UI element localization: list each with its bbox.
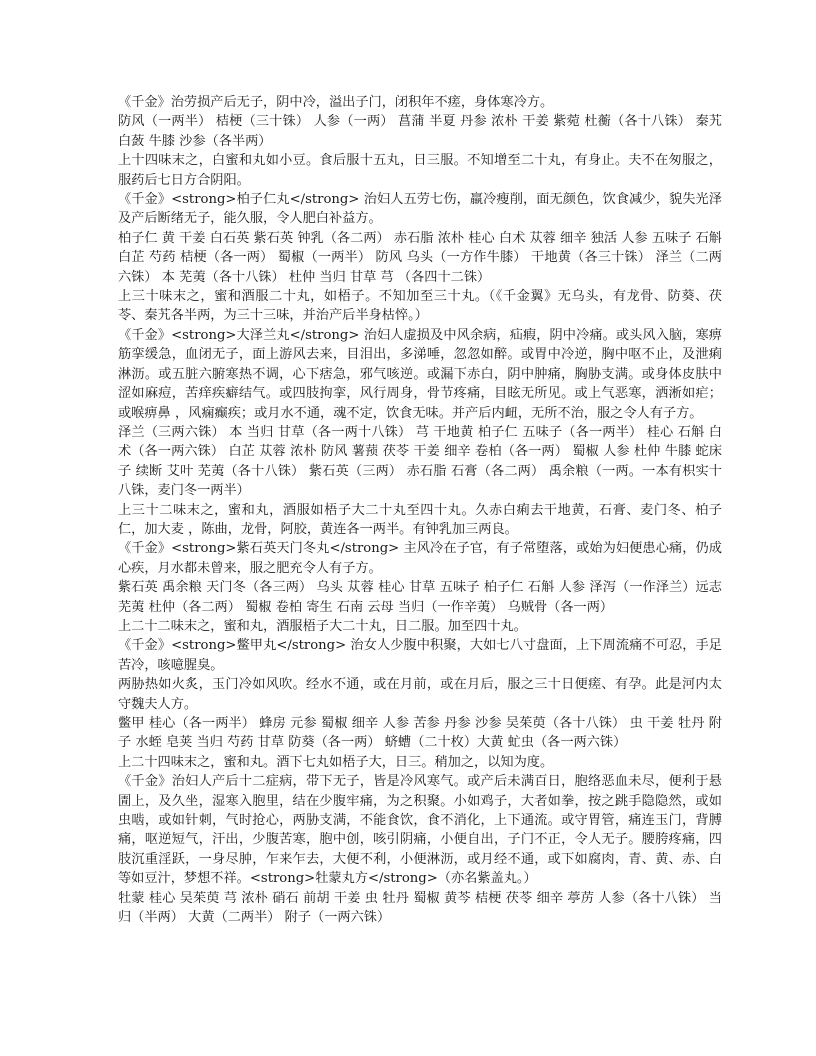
paragraph-instructions-twenty-four: 上二十四味末之，蜜和丸。酒下七丸如梧子大，日三。稍加之，以知为度。: [118, 754, 554, 770]
paragraph-ingredients-biejia: 鳖甲 桂心（各一两半） 蜂房 元参 蜀椒 细辛 人参 苦参 丹参 沙参 吴茱萸（各十八铢） 虫 干姜 牡丹 附子 水蛭 皂荚 当归 芍药 甘草 防葵（各一两） 蛴螬（二十枚）大黄 虻虫（各一两六铢）: [118, 716, 722, 751]
paragraph-instructions-thirty-two: 上三十二味末之，蜜和丸，酒服如梧子大二十丸至四十丸。久赤白痢去干地黄，石膏、麦门冬、柏子仁，加大麦 ，陈曲，龙骨，阿胶，黄连各一两半。有钟乳加三两良。: [118, 502, 722, 537]
paragraph-baiziren-pill-title: 《千金》<strong>柏子仁丸</strong> 治妇人五劳七伤，羸冷瘦削，面无颜色，饮食减少，貌失光泽及产后断绪无子，能久服，令人肥白补益方。: [118, 192, 722, 227]
paragraph-instructions-twenty-two: 上二十二味末之，蜜和丸，酒服梧子大二十丸，日二服。加至四十丸。: [118, 618, 527, 634]
paragraph-mumeng-pill-description: 《千金》治妇人产后十二症病，带下无子，皆是冷风寒气。或产后未满百日，胞络恶血未尽，便利于悬圊上，及久坐，湿寒入胞里，结在少腹牢痛，为之积聚。小如鸡子，大者如拳，按之跳手隐隐然，或如虫啮，或如针刺，气时抢心，两胁支满，不能食饮，食不消化，上下通流。或守胃管，痛连玉门，背膊痛，呕逆短气，汗出，少腹苦寒，胞中创，咳引阴痛，小便自出，子门不正，令人无子。腰胯疼痛，四肢沉重淫跃，一身尽肿，乍来乍去，大便不利，小便淋沥，或月经不通，或下如腐肉，青、黄、赤、白等如豆汁，梦想不祥。<strong>牡蒙丸方</strong>（亦名紫盖丸。）: [118, 774, 722, 887]
paragraph-ingredients-zishiying: 紫石英 禹余粮 天门冬（各三两） 乌头 苁蓉 桂心 甘草 五味子 柏子仁 石斛 人参 泽泻（一作泽兰）远志 芜荑 杜仲（各二两） 蜀椒 卷柏 寄生 石南 云母 当归（一作辛荑） 乌贼骨（各一两）: [118, 580, 722, 615]
paragraph-biejia-symptoms: 两胁热如火炙，玉门冷如风吹。经水不通，或在月前，或在月后，服之三十日便瘥、有孕。此是河内太守魏夫人方。: [118, 677, 722, 712]
paragraph-zishiying-pill-title: 《千金》<strong>紫石英天门冬丸</strong> 主风冷在子官，有子常堕落，或始为妇便患心痛，仍成心疾，月水都未曾来，服之肥充令人有子方。: [118, 541, 722, 576]
paragraph-qianjin-cold-womb-title: 《千金》治劳损产后无子，阴中冷，溢出子门，闭积年不瘥，身体寒冷方。: [118, 95, 554, 110]
paragraph-ingredients-baiziren: 柏子仁 黄 干姜 白石英 紫石英 钟乳（各二两） 赤石脂 浓朴 桂心 白术 苁蓉 细辛 独活 人参 五味子 石斛 白芷 芍药 桔梗（各一两） 蜀椒（一两半） 防风 乌头（一方作牛膝） 干地黄（各三十铢） 泽兰（二两六铢） 本 芜荑（各十八铢） 杜仲 当归 甘草 芎 （各四十二铢）: [118, 230, 722, 285]
paragraph-ingredients-fangfeng: 防风（一两半） 桔梗（三十铢） 人参（一两） 菖蒲 半夏 丹参 浓朴 干姜 紫菀 杜蘅（各十八铢） 秦艽 白蔹 牛膝 沙参（各半两）: [118, 114, 722, 149]
paragraph-instructions-thirty: 上三十味末之，蜜和酒服二十丸，如梧子。不知加至三十丸。（《千金翼》无乌头，有龙骨、防葵、茯苓、秦艽各半两，为三十三味，并治产后半身枯悴。）: [118, 289, 722, 324]
paragraph-ingredients-mumeng: 牡蒙 桂心 吴茱萸 芎 浓朴 硝石 前胡 干姜 虫 牡丹 蜀椒 黄芩 桔梗 茯苓 细辛 葶苈 人参（各十八铢） 当归（半两） 大黄（二两半） 附子（一两六铢）: [118, 890, 722, 926]
paragraph-dazelan-pill-title: 《千金》<strong>大泽兰丸</strong> 治妇人虚损及中风余病，疝瘕，阴中冷痛。或头风入脑，寒痹筋挛缓急，血闭无子，面上游风去来，目泪出，多涕唾，忽忽如醉。或胃中冷逆，胸中呕不止，及泄痢淋沥。或五脏六腑寒热不调，心下痞急，邪气咳逆。或漏下赤白，阴中肿痛，胸胁支满。或身体皮肤中涩如麻痘，苦痒疾癖结气。或四肢拘挛，风行周身，骨节疼痛，目眩无所见。或上气恶寒，洒淅如疟；或喉痹鼻 ，风痫癫疾；或月水不通，魂不定，饮食无味。并产后内衄，无所不治，服之令人有子方。: [118, 327, 722, 421]
paragraph-ingredients-zelan: 泽兰（三两六铢） 本 当归 甘草（各一两十八铢） 芎 干地黄 柏子仁 五味子（各一两半） 桂心 石斛 白术（各一两六铢） 白芷 苁蓉 浓朴 防风 薯蓣 茯苓 干姜 细辛 卷柏（各一两） 蜀椒 人参 杜仲 牛膝 蛇床子 续断 艾叶 芜荑（各十八铢） 紫石英（三两） 赤石脂 石膏（各二两） 禹余粮（一两。一本有枳实十八铢，麦门冬一两半）: [118, 424, 722, 499]
paragraph-biejia-pill-title: 《千金》<strong>鳖甲丸</strong> 治女人少腹中积聚，大如七八寸盘面，上下周流痛不可忍，手足苦冷，咳噫腥臭。: [118, 638, 722, 673]
paragraph-instructions-fourteen: 上十四味末之，白蜜和丸如小豆。食后服十五丸，日三服。不知增至二十丸，有身止。夫不在匆服之，服药后七日方合阴阳。: [118, 153, 722, 188]
